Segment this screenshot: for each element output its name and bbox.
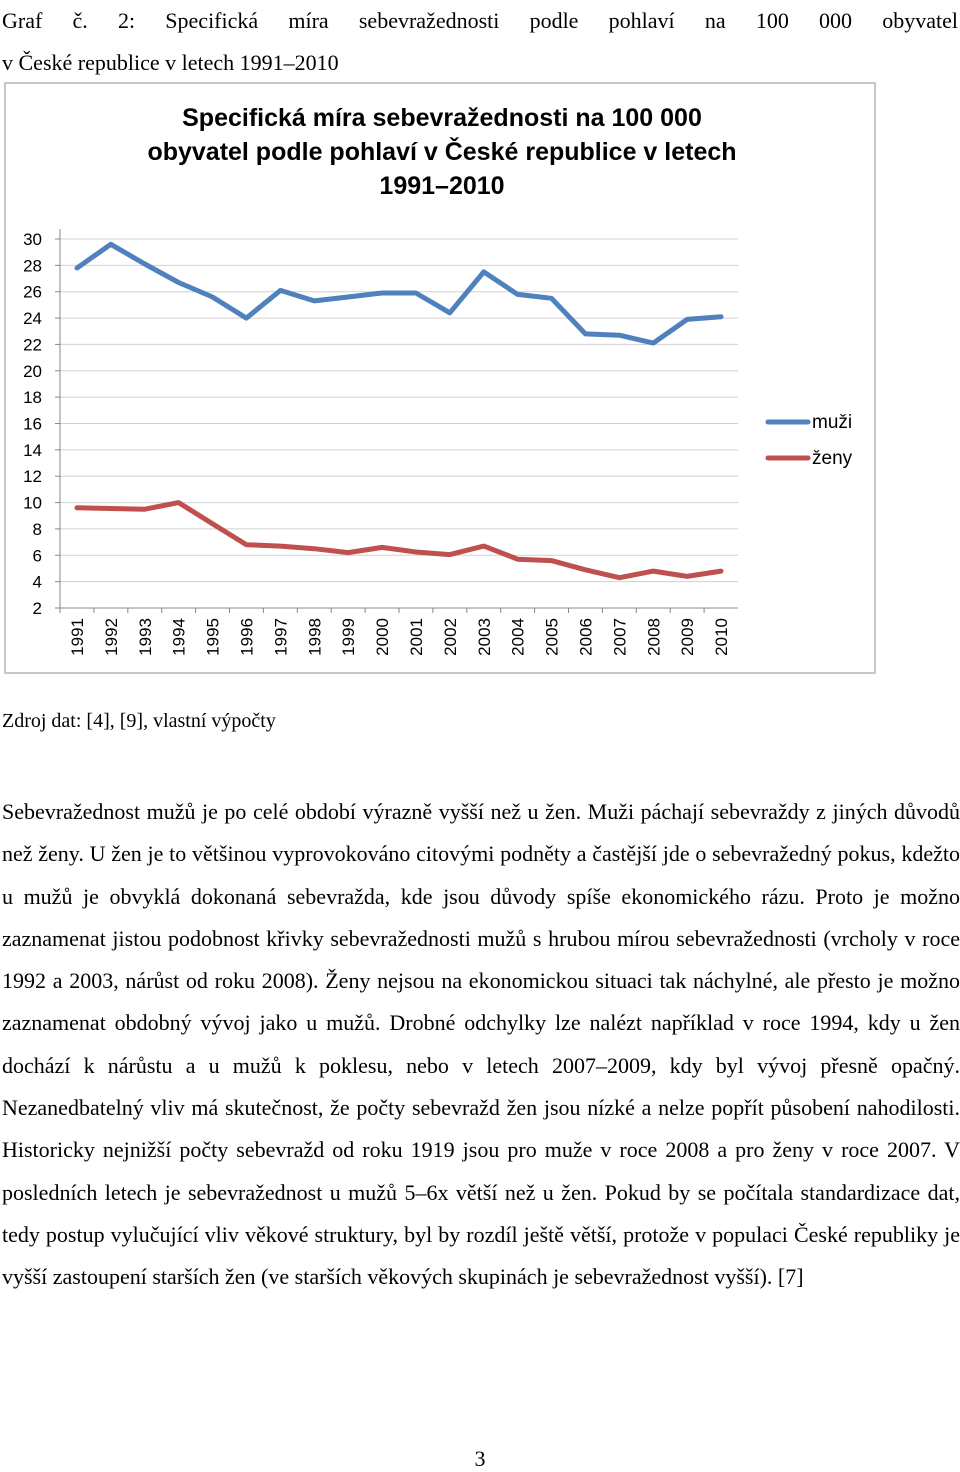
body-paragraph: Sebevražednost mužů je po celé období výrazně vyšší než u žen. Muži páchají sebevraždy z jiných důvodů než ženy. U žen je to většinou vyprovokováno citovými podněty a častější jde o sebevražedný pokus, kdežto u mužů je obvyklá dokonaná sebevražda, kde jsou důvody spíše ekonomického rázu. Proto je možno zaznamenat jistou podobnost křivky sebevražednosti mužů s hrubou mírou sebevražednosti (vrcholy v roce 1992 a 2003, nárůst od roku 2008). Ženy nejsou na ekonomickou situaci tak náchylné, ale přesto je možno zaznamenat obdobný vývoj jako u mužů. Drobné odchylky lze nalézt například v roce 1994, kdy u žen dochází k nárůstu a u mužů k poklesu, nebo v letech 2007–2009, kdy byl vývoj přesně opačný. Nezanedbatelný vliv má skutečnost, že počty sebevražd žen jsou nízké a nelze popřít působení nahodilosti. Historicky nejnižší počty sebevražd od roku 1919 jsou pro muže v roce 2008 a pro ženy v roce 2007. V posledních letech je sebevražednost u mužů 5–6x větší než u žen. Pokud by se počítala standardizace dat, tedy postup vylučující vliv věkové struktury, byl by rozdíl ještě větší, protože v populaci České republiky je vyšší zastoupení starších žen (ve starších věkových skupinách je sebevražednost vyšší). [7]	[2, 791, 960, 1299]
line-chart	[6, 84, 874, 672]
y-tick-label-2: 2	[33, 599, 42, 618]
x-tick-label-2007: 2007	[610, 618, 629, 656]
y-tick-label-22: 22	[23, 335, 42, 354]
y-tick-label-6: 6	[33, 546, 42, 565]
x-tick-label-2003: 2003	[475, 618, 494, 656]
x-tick-label-1993: 1993	[136, 618, 155, 656]
caption-line-1: Graf č. 2: Specifická míra sebevražednosti podle pohlaví na 100 000 obyvatel	[2, 0, 958, 42]
chart-legend	[768, 412, 853, 469]
x-tick-label-1998: 1998	[305, 618, 324, 656]
y-tick-label-8: 8	[33, 520, 42, 539]
y-axis-ticks	[23, 230, 42, 618]
y-tick-label-18: 18	[23, 388, 42, 407]
y-tick-label-20: 20	[23, 362, 42, 381]
caption-line-2: v České republice v letech 1991–2010	[2, 42, 958, 84]
chart-title-line-1: Specifická míra sebevražednosti na 100 000	[182, 104, 702, 132]
x-tick-label-1992: 1992	[102, 618, 121, 656]
series-line-muzi	[77, 244, 721, 343]
page-number: 3	[0, 1446, 960, 1472]
y-tick-label-10: 10	[23, 494, 42, 513]
x-tick-label-2009: 2009	[678, 618, 697, 656]
data-source-note: Zdroj dat: [4], [9], vlastní výpočty	[2, 710, 276, 733]
y-tick-label-14: 14	[23, 441, 42, 460]
y-tick-label-24: 24	[23, 309, 42, 328]
y-tick-label-28: 28	[23, 256, 42, 275]
x-tick-label-1994: 1994	[170, 618, 189, 656]
legend-label-muzi: muži	[812, 412, 852, 433]
x-tick-label-1997: 1997	[271, 618, 290, 656]
y-tick-label-12: 12	[23, 467, 42, 486]
chart-frame	[4, 82, 876, 674]
x-tick-label-2001: 2001	[407, 618, 426, 656]
figure-caption	[2, 0, 958, 84]
chart-title-line-2: obyvatel podle pohlaví v České republice v letech	[147, 136, 736, 166]
x-tick-label-1995: 1995	[204, 618, 223, 656]
y-tick-label-26: 26	[23, 283, 42, 302]
x-tick-label-2008: 2008	[644, 618, 663, 656]
x-tick-label-2010: 2010	[712, 618, 731, 656]
x-axis-ticks	[60, 608, 731, 656]
chart-series	[77, 244, 721, 578]
chart-title	[147, 104, 736, 200]
chart-title-line-3: 1991–2010	[379, 172, 504, 200]
x-tick-label-2002: 2002	[441, 618, 460, 656]
series-line-zeny	[77, 503, 721, 578]
y-tick-label-4: 4	[33, 573, 42, 592]
x-tick-label-1996: 1996	[237, 618, 256, 656]
x-tick-label-2004: 2004	[509, 618, 528, 656]
legend-label-zeny: ženy	[812, 448, 853, 469]
y-tick-label-16: 16	[23, 415, 42, 434]
x-tick-label-1999: 1999	[339, 618, 358, 656]
x-tick-label-2006: 2006	[576, 618, 595, 656]
y-tick-label-30: 30	[23, 230, 42, 249]
x-tick-label-2005: 2005	[543, 618, 562, 656]
x-tick-label-1991: 1991	[68, 618, 87, 656]
x-tick-label-2000: 2000	[373, 618, 392, 656]
